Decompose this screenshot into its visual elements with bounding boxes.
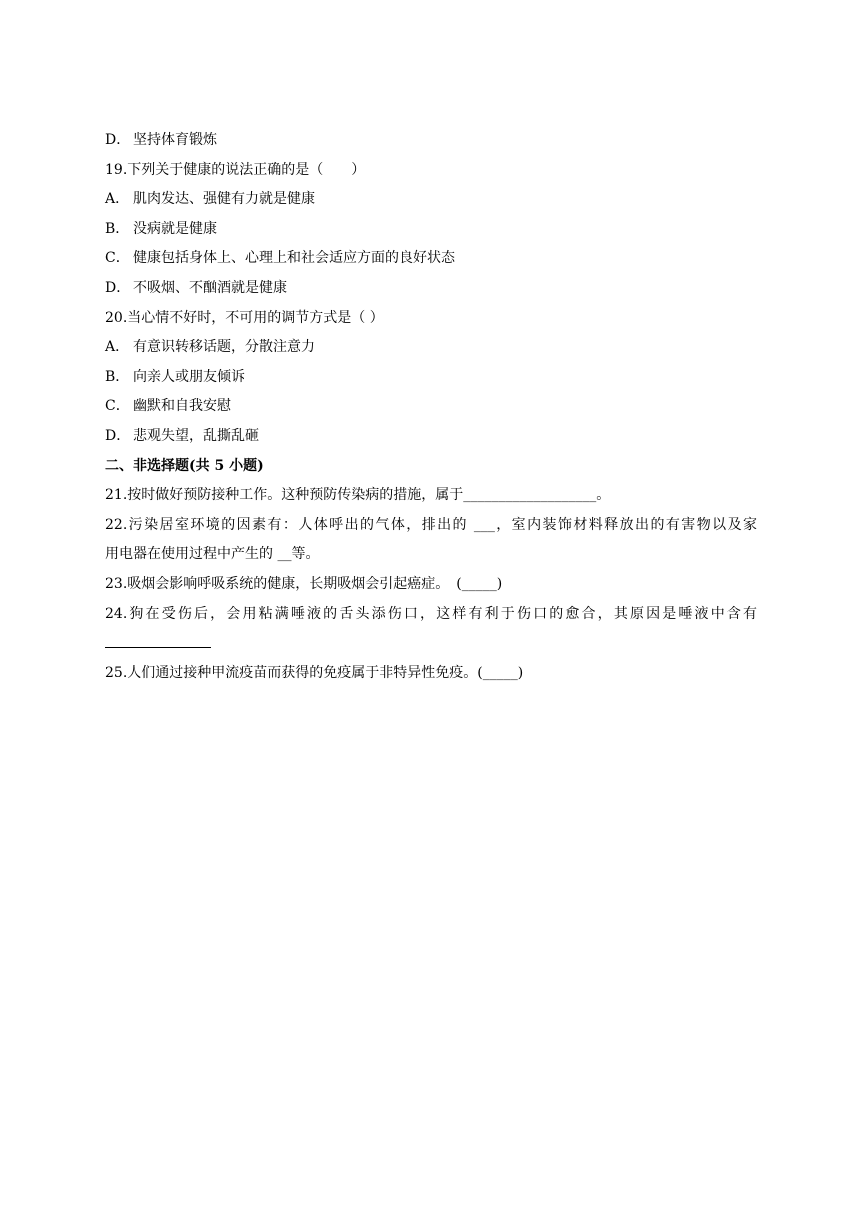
option-text: 有意识转移话题，分散注意力 (133, 339, 315, 356)
q25-text: 25.人们通过接种甲流疫苗而获得的免疫属于非特异性免疫。(_____) (105, 664, 524, 681)
q20-stem: 20.当心情不好时，不可用的调节方式是（ ） (105, 309, 384, 326)
q21-text: 21.按时做好预防接种工作。这种预防传染病的措施，属于___________________。 (105, 487, 611, 504)
option-text: 坚持体育锻炼 (133, 132, 217, 148)
option-text: 向亲人或朋友倾诉 (133, 368, 245, 385)
option-letter: C． (105, 398, 130, 415)
q22-line-2: 用电器在使用过程中产生的 __等。 (105, 546, 320, 563)
option-letter: D． (105, 279, 131, 296)
q20-option-a (105, 333, 757, 363)
q24-answer-blank-row (105, 629, 757, 659)
option-text: 健康包括身体上、心理上和社会适应方面的良好状态 (133, 250, 455, 267)
option-letter: C． (105, 250, 130, 267)
option-text: 幽默和自我安慰 (133, 398, 231, 415)
option-text: 悲观失望，乱撕乱砸 (133, 427, 259, 444)
option-letter: A． (105, 191, 130, 208)
exam-page (105, 126, 757, 688)
q19-option-d (105, 274, 757, 304)
q19-option-a (105, 185, 757, 215)
q24-line-1: 24.狗在受伤后，会用粘满唾液的舌头添伤口，这样有利于伤口的愈合，其原因是唾液中含有 (105, 605, 757, 622)
option-text: 没病就是健康 (133, 220, 217, 237)
option-letter: D． (105, 427, 131, 444)
q22-line-1: 22.污染居室环境的因素有：人体呼出的气体，排出的 ___，室内装饰材料释放出的有害物以及家 (105, 516, 757, 533)
q19-option-c (105, 244, 757, 274)
option-text: 不吸烟、不酗酒就是健康 (133, 279, 287, 296)
section-title: 二、非选择题(共 5 小题) (105, 457, 264, 474)
answer-blank (105, 629, 211, 648)
q19-option-b (105, 215, 757, 245)
q19-stem: 19.下列关于健康的说法正确的是（ ） (105, 161, 366, 178)
option-text: 肌肉发达、强健有力就是健康 (133, 191, 315, 208)
option-letter: A． (105, 339, 130, 356)
q20-option-c (105, 392, 757, 422)
option-letter: D． (105, 132, 131, 148)
option-letter: B． (105, 220, 130, 237)
q20-option-b (105, 363, 757, 393)
option-letter: B． (105, 368, 130, 385)
q20-option-d (105, 422, 757, 452)
q18-option-d (105, 126, 757, 156)
q23-text: 23.吸烟会影响呼吸系统的健康，长期吸烟会引起癌症。 (_____) (105, 575, 503, 592)
